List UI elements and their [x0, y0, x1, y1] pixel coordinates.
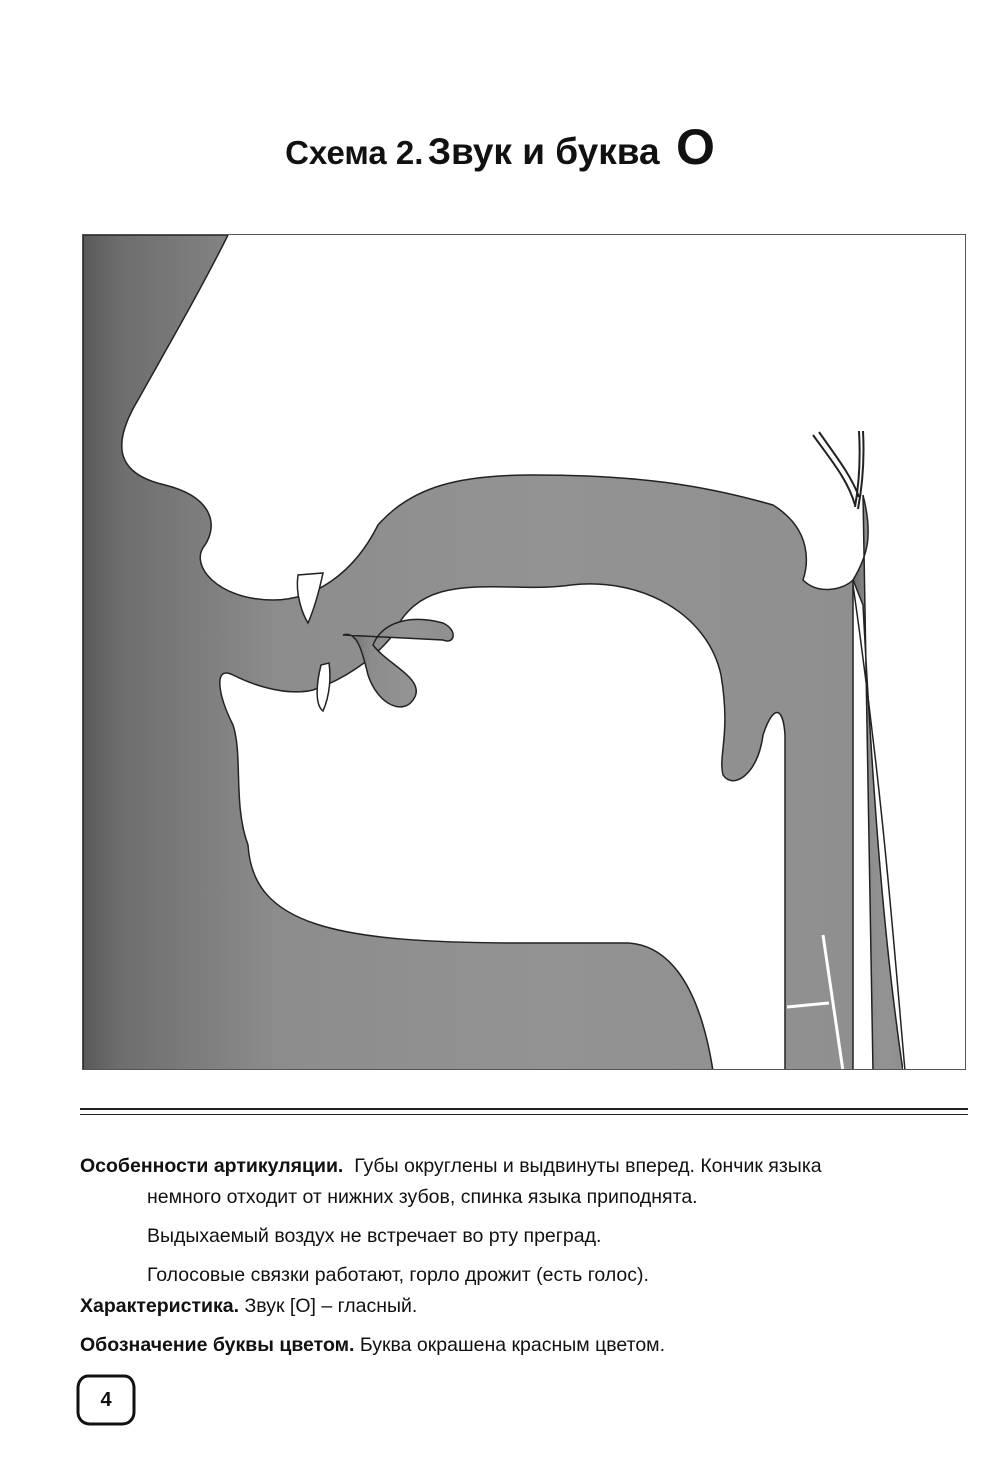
- uvula-lines: [813, 431, 864, 509]
- articulation-line-2: немного отходит от нижних зубов, спинка языка приподнята.: [147, 1186, 698, 1208]
- characteristic-text: Звук [О] – гласный.: [244, 1295, 418, 1317]
- articulation-line-1: Губы округлены и выдвинуты вперед. Кончик языка: [354, 1155, 822, 1177]
- title-scheme-number: Схема 2.: [285, 134, 424, 171]
- page-title: [0, 118, 1000, 176]
- characteristic-paragraph: [80, 1291, 980, 1322]
- title-main: Звук и буква: [427, 131, 660, 172]
- articulation-paragraph: [80, 1151, 980, 1182]
- characteristic-heading: Характеристика.: [80, 1295, 240, 1317]
- description-text: [80, 1151, 980, 1361]
- page-number-badge: [76, 1374, 136, 1426]
- color-note-heading: Обозначение буквы цветом.: [80, 1334, 355, 1356]
- separator-line-bottom: [80, 1114, 968, 1115]
- articulation-heading: Особенности артикуляции.: [80, 1155, 344, 1177]
- color-note-paragraph: [80, 1330, 980, 1361]
- articulation-line-3: Выдыхаемый воздух не встречает во рту преград.: [147, 1225, 602, 1247]
- articulation-diagram: [82, 234, 966, 1070]
- separator-line-top: [80, 1108, 968, 1110]
- color-note-text: Буква окрашена красным цветом.: [359, 1334, 665, 1356]
- title-letter: О: [676, 119, 715, 175]
- articulation-line-4: Голосовые связки работают, горло дрожит (есть голос).: [147, 1264, 649, 1286]
- page-number: 4: [100, 1389, 112, 1411]
